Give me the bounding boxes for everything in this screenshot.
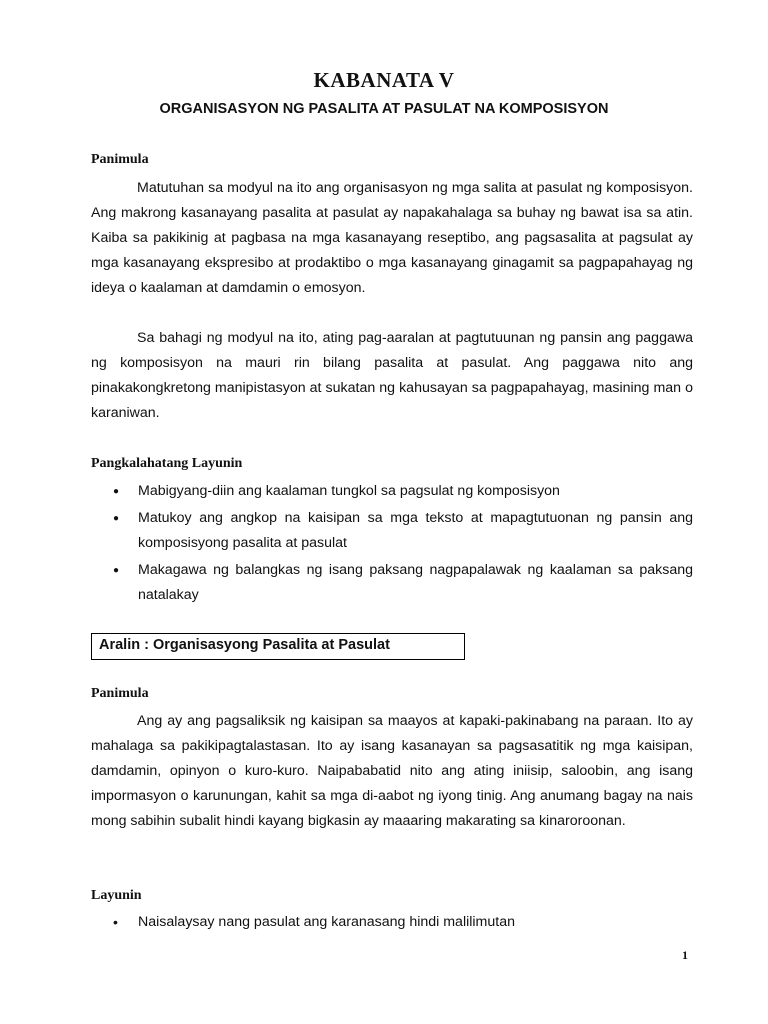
objectives-list [91,479,693,610]
list-item: • Naisalaysay nang pasulat ang karanasang hindi malilimutan [91,910,693,935]
intro-paragraph-1 [91,176,693,301]
intro-paragraph-2-text: Sa bahagi ng modyul na ito, ating pag-aaralan at pagtutuunan ng pansin ang paggawa ng komposisyon na mauri rin bilang pasalita at pasulat. Ang paggawa nito ang pinakakongkretong manipistasyon at sukatan ng kahusayan sa pagpapahayag, masining man o karaniwan. [91,330,693,421]
list-item: ● Matukoy ang angkop na kaisipan sa mga teksto at mapagtutuonan ng pansin ang komposisyong pasalita at pasulat [91,506,693,556]
lesson-title-box: Aralin : Organisasyong Pasalita at Pasulat [91,633,465,660]
bullet-icon: ● [113,565,120,576]
objectives-heading: Pangkalahatang Layunin [91,456,243,471]
goals-heading: Layunin [91,888,142,903]
intro-paragraph-2 [91,326,693,426]
lesson-intro-heading: Panimula [91,686,149,701]
list-item: ● Mabigyang-diin ang kaalaman tungkol sa pagsulat ng komposisyon [91,479,693,504]
chapter-title: KABANATA V [313,68,455,92]
lesson-paragraph [91,709,693,834]
goals-list [91,910,693,937]
intro-paragraph-1-text: Matutuhan sa modyul na ito ang organisasyon ng mga salita at pasulat ng komposisyon. Ang makrong kasanayang pasalita at pasulat ay napakahalaga sa buhay ng bawat isa sa atin. Kaiba sa pakikinig at pagbasa na mga kasanayang reseptibo, ang pagsasalita at pagsulat ay mga kasanayang ekspresibo at prodaktibo o mga kasanayang ginagamit sa pagpapahayag ng ideya o kaalaman at damdamin o emosyon. [91,180,693,296]
bullet-icon: • [113,914,118,930]
chapter-subtitle: ORGANISASYON NG PASALITA AT PASULAT NA KOMPOSISYON [159,101,609,117]
bullet-icon: ● [113,513,120,524]
page-number: 1 [682,948,688,962]
bullet-icon: ● [113,486,120,497]
intro-heading: Panimula [91,152,149,167]
list-item: ● Makagawa ng balangkas ng isang paksang nagpapalawak ng kaalaman sa paksang natalakay [91,558,693,608]
lesson-paragraph-text: Ang ay ang pagsaliksik ng kaisipan sa maayos at kapaki-pakinabang na paraan. Ito ay mahalaga sa pakikipagtalastasan. Ito ay isang kasanayan sa pagsasatitik ng mga kaisipan, damdamin, opinyon o kuro-kuro. Naipababatid nito ang ating iniisip, saloobin, ang isang impormasyon o karunungan, kahit sa mga di-aabot ng iyong tinig. Ang anumang bagay na nais mong sabihin subalit hindi kayang bigkasin ay maaaring makarating sa kinaroroonan. [91,713,693,829]
